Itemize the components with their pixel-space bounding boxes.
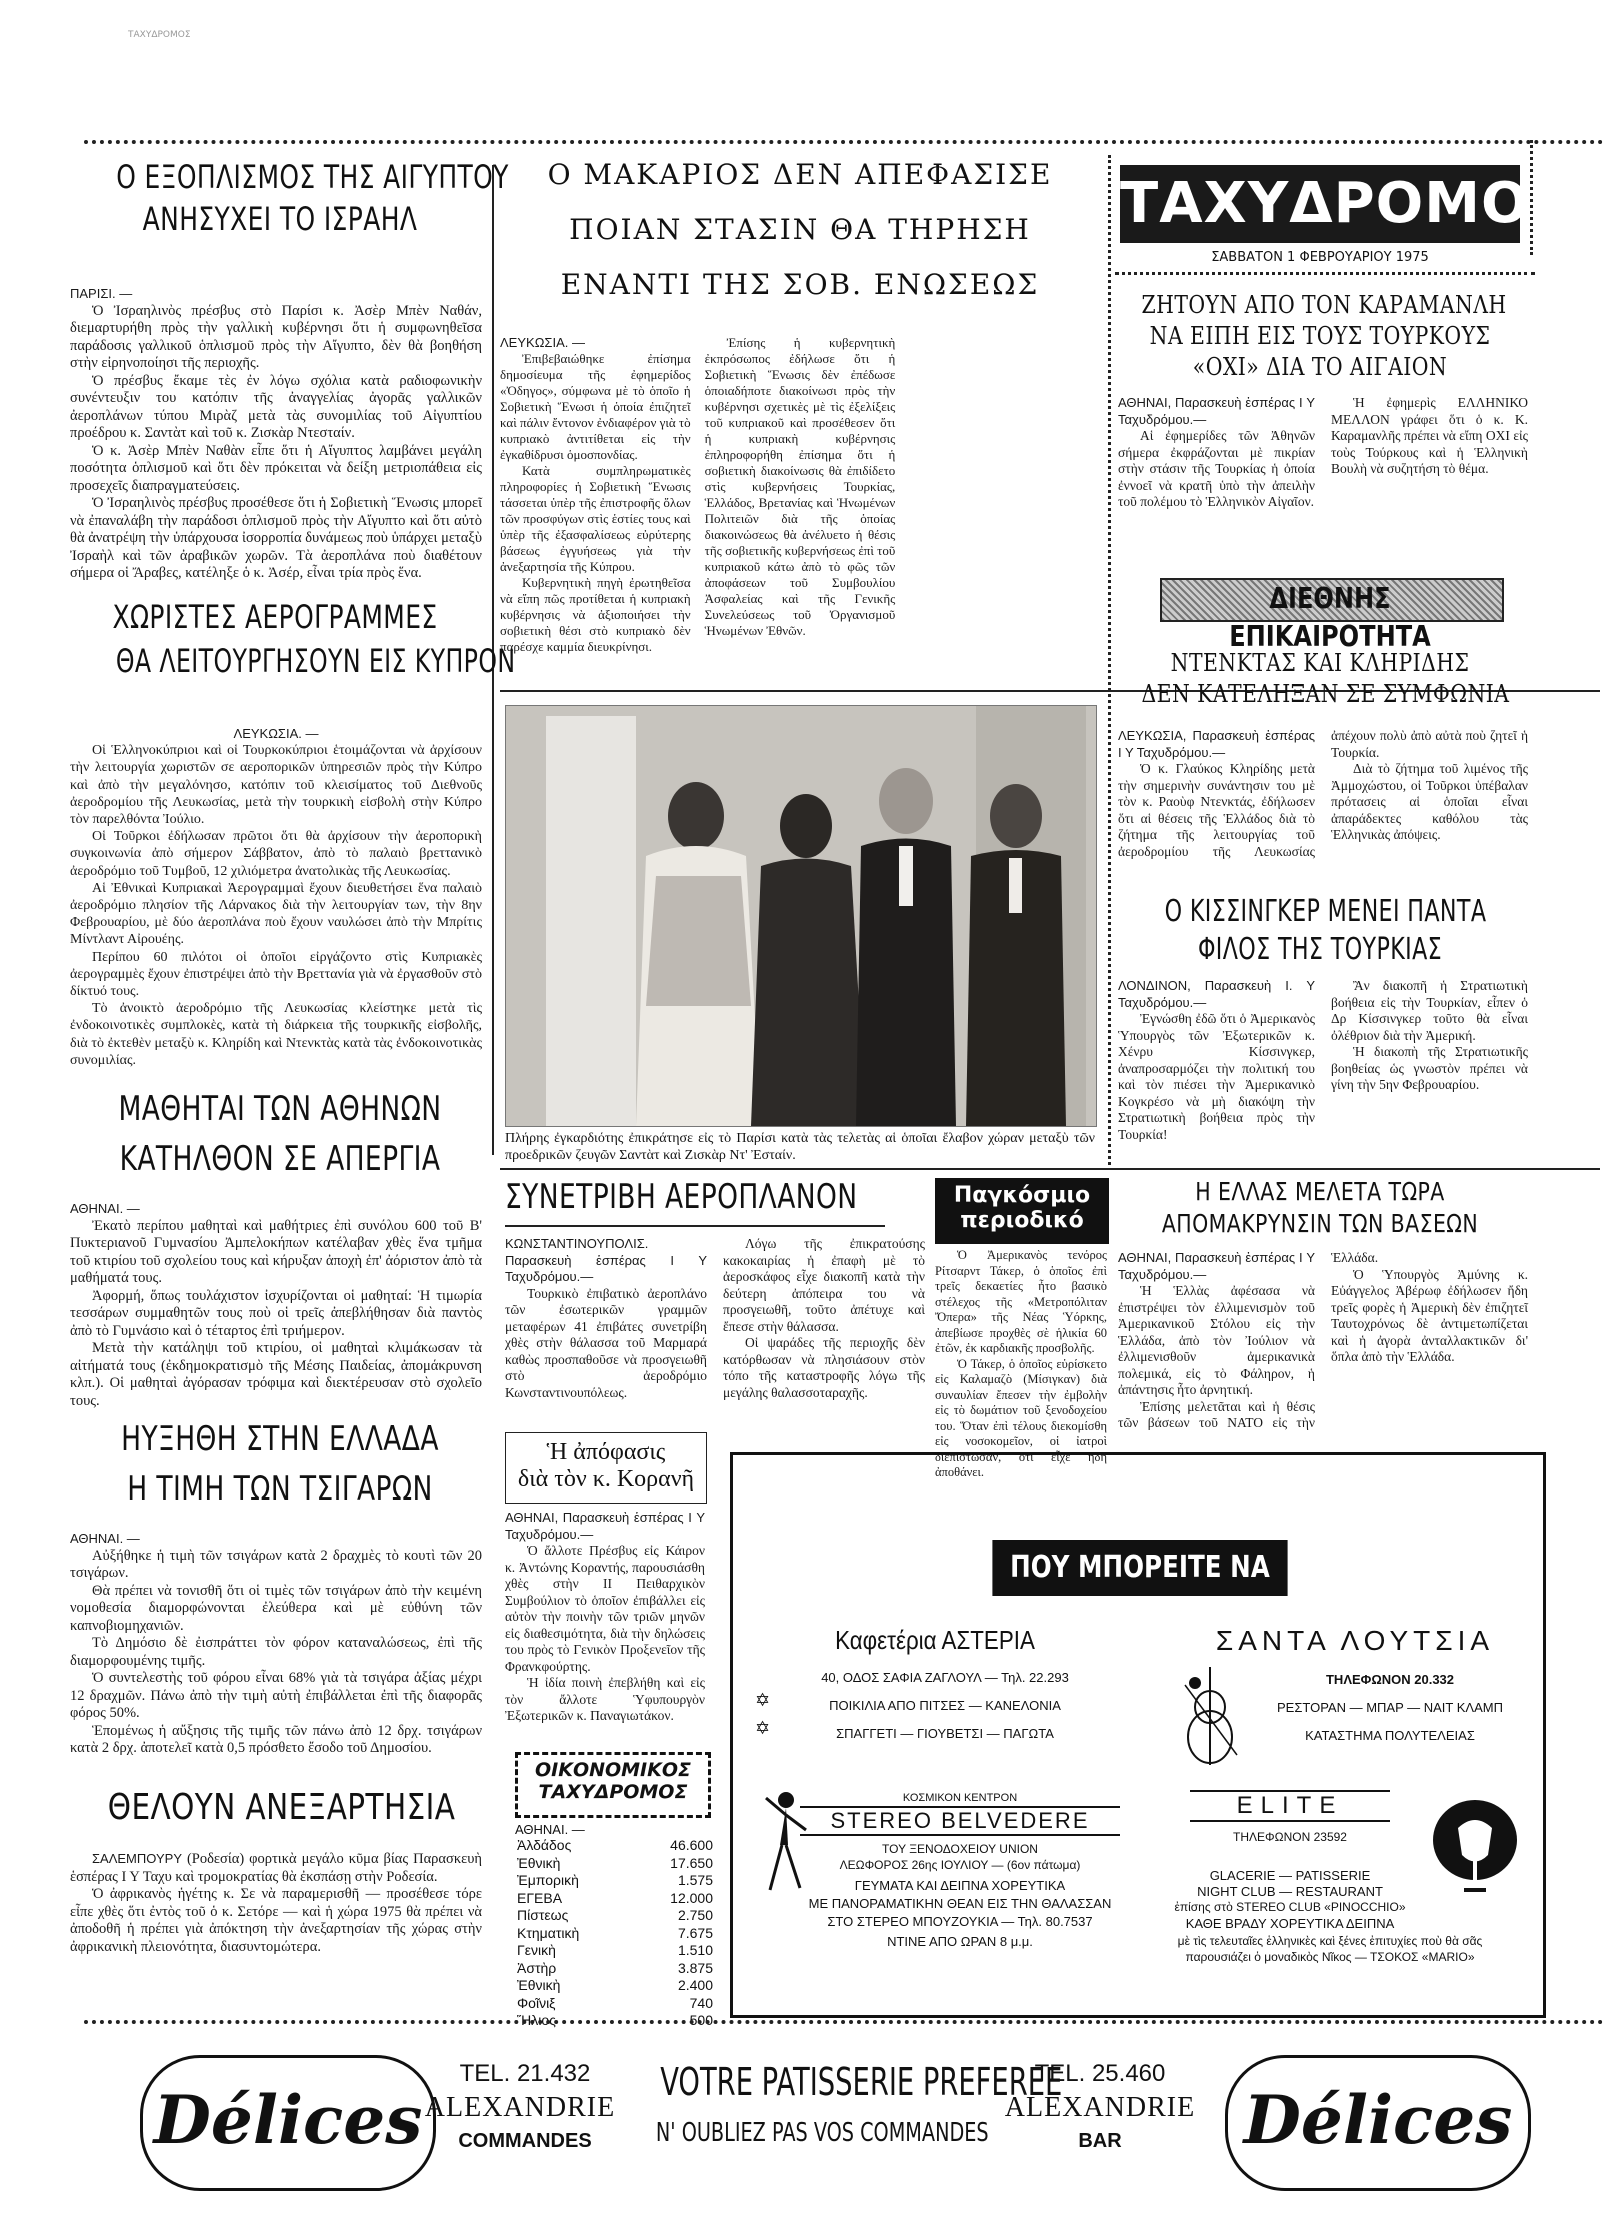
- paragraph: Ἐκατὸ περίπου μαθηταὶ καὶ μαθήτριες ἐπὶ συνόλου 600 τοῦ Β' Πυκτεριανοῦ Γυμνασίου Ἀμπελοκήπων κατέλαβαν χθὲς ἕνα τμῆμα τοῦ κτιρίου τοῦ σχολείου τους καὶ κήρυξαν ἀποχὴ ἐπ' ἀόριστον ἀπὸ τὰ μαθήματά τους.: [70, 1217, 482, 1286]
- dateline: ΛΕΥΚΩΣΙΑ. —: [233, 726, 319, 741]
- delices-slogan-2: N' OUBLIEZ PAS VOS COMMANDES: [655, 2118, 989, 2148]
- dateline: ΑΘΗΝΑΙ, Παρασκευὴ ἑσπέρας Ι Υ Ταχυδρόμου.—: [505, 1510, 705, 1542]
- price-row: [515, 1942, 715, 1960]
- headline-line-1: ΜΑΘΗΤΑΙ ΤΩΝ ΑΘΗΝΩΝ: [118, 1089, 442, 1129]
- elite-line: παρουσιάζει ὁ μοναδικὸς Νῖκος — ΤΣΟΚΟΣ «MARIO»: [1185, 1950, 1475, 1964]
- headline-line-1: Ἡ ἀπόφασις: [546, 1439, 666, 1465]
- masthead-title: ΤΑΧΥΔΡΟΜΟΣ: [1120, 165, 1520, 243]
- belvedere-line: ΣΤΟ ΣΤΕΡΕΟ ΜΠΟΥΖΟΥΚΙΑ — Τηλ. 80.7537: [827, 1914, 1093, 1929]
- article-headline: [1110, 292, 1530, 381]
- section-rule: [1115, 272, 1535, 275]
- paragraph: Οἱ Ἑλληνοκύπριοι καὶ οἱ Τουρκοκύπριοι ἑτοιμάζονται νὰ ἀρχίσουν τὴν λειτουργία χωριστῶν σε αεροπορικῶν ὑπηρεσιῶν πρὸς τὴν Κύπρο καὶ ἀπὸ τὴν μεγαλόνησο, κατόπιν τοῦ κλεισίματος τοῦ Διεθνοῦς ἀεροδρομίου τῆς Λευκωσίας, μετὰ τὴν τουρκικὴ εἰσβολὴ στὴν Κύπρο τὸν παρελθόντα Ἰούλιο.: [70, 743, 482, 828]
- asteria-line: ΠΟΙΚΙΛΙΑ ΑΠΟ ΠΙΤΣΕΣ — ΚΑΝΕΛΟΝΙΑ: [829, 1698, 1061, 1713]
- article-body: [70, 1530, 482, 1758]
- headline-line-3: ΕΝΑΝΤΙ ΤΗΣ ΣΟΒ. ΕΝΩΣΕΩΣ: [560, 267, 1040, 301]
- price-value: 3.875: [677, 1959, 713, 1976]
- price-row: [515, 1995, 715, 2013]
- elite-line: ΚΑΘΕ ΒΡΑΔΥ ΧΟΡΕΥΤΙΚΑ ΔΕΙΠΝΑ: [1185, 1916, 1395, 1931]
- korantis-headline-box: [505, 1432, 707, 1504]
- article-headline: [1110, 895, 1530, 966]
- belvedere-line: ΝΤΙΝΕ ΑΠΟ ΩΡΑΝ 8 μ.μ.: [887, 1934, 1033, 1949]
- article-body: [1118, 728, 1528, 868]
- paragraph: Μετὰ τὴν κατάληψι τοῦ κτιρίου, οἱ μαθηταὶ κλιμάκωσαν τὰ αἰτήματά τους (ἐκδημοκρατισμὸ τῆς Μέσης Παιδείας, ἀπομάκρυνση κλπ.). Οἱ μαθηταὶ ἀγόρασαν τρόφιμα καὶ διεκτέρευσαν στὸ σχολεῖο τους.: [70, 1340, 482, 1409]
- headline-line-1: Ο ΚΙΣΣΙΝΓΚΕΡ ΜΕΝΕΙ ΠΑΝΤΑ: [1164, 894, 1487, 929]
- article-body: [70, 1200, 482, 1410]
- price-name: Κτηματικὴ: [517, 1924, 580, 1941]
- price-name: Γενικὴ: [517, 1942, 556, 1958]
- paragraph: Διὰ τὸ ζήτημα τοῦ λιμένος τῆς Ἀμμοχώστου, οἱ Τοῦρκοι ὑπέβαλαν πρότασεις αἱ ὁποῖαι εἶναι ἀπαράδεκτες καθόλου τὰς Ἑλληνικὰς ἀπόψεις.: [1331, 761, 1528, 842]
- headline-line-1: ΝΤΕΝΚΤΑΣ ΚΑΙ ΚΛΗΡΙΔΗΣ: [1170, 649, 1470, 677]
- santa-line: ΚΑΤΑΣΤΗΜΑ ΠΟΛΥΤΕΛΕΙΑΣ: [1305, 1728, 1475, 1743]
- news-photo: [505, 705, 1097, 1127]
- headline-underline: [505, 1225, 885, 1227]
- paragraph: Ὁ πρέσβυς ἔκαμε τὲς ἐν λόγω σχόλια κατὰ ραδιοφωνικὴν συνέντευξιν του κατόπιν τῆς ἀναγγελίας ἀγορᾶς γαλλικῶν ἀεροπλάνων τύπου Μιρὰζ μετὰ τὰς συνομιλίας τοῦ Αἰγυπτίου προέδρου κ. Σαντὰτ καὶ τοῦ κ. Ζισκὰρ Ντεσταίν.: [70, 372, 482, 441]
- photo-illustration: [506, 706, 1096, 1126]
- asteria-line: ΣΠΑΓΓΕΤΙ — ΓΙΟΥΒΕΤΣΙ — ΠΑΓΩΤΑ: [836, 1726, 1054, 1741]
- dateline: ΠΑΡΙΣΙ. —: [70, 286, 133, 301]
- delices-tel: TEL. 21.432: [459, 2060, 591, 2087]
- santa-name: ΣΑΝΤΑ ΛΟΥΤΣΙΑ: [1215, 1625, 1495, 1656]
- paragraph: Οἱ Τοῦρκοι ἐδήλωσαν πρῶτοι ὅτι θὰ ἀρχίσουν τὴν ἀεροπορικὴ συγκοινωνία ἀπὸ σήμερον Σάββατον, ἀπὸ τὸ παλαιὸ βρεττανικὸ ἀεροδρόμιο τοῦ Τυμβοῦ, 12 χιλιόμετρα ἀνατολικὰς τῆς Λευκωσίας.: [70, 829, 482, 879]
- photo-caption: Πλήρης ἐγκαρδιότης ἐπικράτησε εἰς τὸ Παρίσι κατὰ τὰς τελετὰς αἱ ὁποῖαι ἔλαβον χώραν μεταξὺ τῶν προεδρικῶν ζευγῶν Σαντὰτ καὶ Ζισκὰρ Ντ' Ἐσταίν.: [505, 1131, 1095, 1163]
- dateline: ΑΘΗΝΑΙ, Παρασκευὴ ἑσπέρας Ι Υ Ταχυδρόμου.—: [1118, 1250, 1315, 1282]
- section-banner-title: ΔΙΕΘΝΗΣ ΕΠΙΚΑΙΡΟΤΗΤΑ: [1229, 582, 1431, 653]
- price-name: Ἀστὴρ: [517, 1959, 557, 1976]
- headline-line-1: ΖΗΤΟΥΝ ΑΠΟ ΤΟΝ ΚΑΡΑΜΑΝΛΗ: [1141, 291, 1507, 319]
- santa-phone: ΤΗΛΕΦΩΝΟΝ 20.332: [1325, 1672, 1455, 1687]
- where-to-go-title: ΠΟΥ ΜΠΟΡΕΙΤΕ ΝΑ ΠΑΤΕ: [992, 1540, 1287, 1596]
- price-name: Ἐθνικὴ: [517, 1854, 561, 1871]
- price-name: Ἥλιος: [517, 2012, 556, 2028]
- headline-line-2: ΑΝΗΣΥΧΕΙ ΤΟ ΙΣΡΑΗΛ: [142, 199, 418, 238]
- delices-city: ALEXANDRIE: [1004, 2092, 1196, 2123]
- price-value: 740: [689, 1994, 713, 2011]
- paragraph: Ἡ διακοπὴ τῆς Στρατιωτικῆς βοηθείας ὡς γνωστὸν πρέπει νὰ γίνη τὴν 5ην Φεβρουαρίου.: [1331, 1044, 1528, 1092]
- price-row: [515, 1855, 715, 1873]
- paragraph: Οἱ ψαράδες τῆς περιοχῆς δὲν κατόρθωσαν νὰ πλησιάσουν στὸν τόπο τῆς καταστροφῆς λόγω τῆς μεγάλης θαλασσοταραχῆς.: [723, 1335, 925, 1400]
- pagkosmio-title-1: Παγκόσμιο: [953, 1183, 1091, 1208]
- headline-line-2: ΦΙΛΟΣ ΤΗΣ ΤΟΥΡΚΙΑΣ: [1197, 931, 1443, 967]
- article-body: [70, 285, 482, 583]
- delices-logo-right: Délices: [1225, 2055, 1531, 2191]
- article-body: [505, 1510, 705, 1725]
- paragraph: Ἐπίσης ἡ κυβερνητικὴ ἐκπρόσωπος ἐδήλωσε ὅτι ἡ Σοβιετικὴ Ἕνωσις δὲν ἐπέδωσε ὁποιαδήποτε διακοίνωσι πρὸς τὴν κυβέρνησι σχετικὲς μὲ τὶς ἐξελίξεις τοῦ κυπριακοῦ καὶ προσέθεσεν ὅτι ἡ κυπριακὴ κυβέρνησις ἐπληροφορήθη ἐπίσημα ὅτι ἡ σοβιετικὴ διακοίνωσις θὰ ἐπιδίδετο στὶς κυβερνήσεις Τουρκίας, Ἑλλάδος, Βρετανίας καὶ Ἡνωμένων Πολιτειῶν διὰ τῆς ὁποίας διακοινώσεως θὰ ἀνέλυετο ἡ θέσις τῆς σοβιετικῆς κυβερνήσεως ἐπὶ τοῦ κυπριακοῦ κάτω ἀπὸ τὸ φῶς τῶν ἀποφάσεων τοῦ Συμβουλίου Ἀσφαλείας καὶ τῆς Γενικῆς Συνελεύσεως τοῦ Ὀργανισμοῦ Ἡνωμένων Ἐθνῶν.: [704, 335, 896, 638]
- star-icon: ✡: [755, 1690, 771, 1711]
- dateline: ΛΕΥΚΩΣΙΑ, Παρασκευὴ ἑσπέρας Ι Υ Ταχυδρόμου.—: [1118, 728, 1315, 760]
- wine-glass-icon: [1430, 1800, 1520, 1914]
- dateline: ΚΩΝΣΤΑΝΤΙΝΟΥΠΟΛΙΣ. Παρασκευὴ ἑσπέρας Ι Υ Ταχυδρόμου.—: [505, 1236, 707, 1284]
- paragraph: Ἐγνώσθη ἐδῶ ὅτι ὁ Ἀμερικανὸς Ὑπουργὸς τῶν Ἐξωτερικῶν κ. Χένρυ Κίσσινγκερ, ἀναπροσαρμόζει τὴν πολιτική του καὶ τὸν πιέσει τὴν Ἀμερικανικὸ Κογκρέσο νὰ μὴ διακόψη τὴν Στρατιωτικὴ βοήθεια πρὸς τὴν Τουρκία!: [1118, 1011, 1315, 1142]
- paragraph: Ἐπίσης μελετᾶται καὶ ἡ θέσις τῶν βάσεων τοῦ ΝΑΤΟ εἰς τὴν Ἑλλάδα.: [1118, 1250, 1379, 1430]
- headline-line-2: διὰ τὸν κ. Κορανῆ: [517, 1466, 695, 1492]
- article-headline: ΘΕΛΟΥΝ ΑΝΕΞΑΡΤΗΣΙΑ: [107, 1787, 456, 1828]
- elite-name: ELITE: [1190, 1790, 1390, 1822]
- paragraph: Κυβερνητικὴ πηγὴ ἐρωτηθεῖσα νὰ εἴπη πῶς προτίθεται ἡ κυπριακὴ κυβέρνησις νὰ ἀξιοποιήσει τὴν σοβιετικὴ θέσι στὸ κυπριακὸ δὲν παρέσχε καμμία διευκρίνησι.: [500, 575, 691, 654]
- paragraph: Ὁ Ἰσραηλινὸς πρέσβυς προσέθεσε ὅτι ἡ Σοβιετικὴ Ἕνωσις μπορεῖ νὰ ἐπαναλάβη τὴν παράδοσι ὁπλισμοῦ πρὸς τὴν Αἴγυπτο καὶ ὅτι αὐτὸ θὰ ἀνατρέψη τὴν ὑπάρχουσα ἰσορροπία δυνάμεως ποὺ ὑπάρχει μεταξὺ Ἰσραὴλ καὶ τῶν ἀραβικῶν χωρῶν. Τὰ ἀεροπλάνα ποὺ διαθέτουν σήμερα οἱ Ἄραβες, κατέληξε ὁ κ. Ἀσέρ, εἶναι τρία πρὸς ἕνα.: [70, 495, 482, 581]
- paragraph-text: (Ροδεσία) φορτικὰ μεγάλο κῦμα βίας Παρασκευὴ ἑσπέρας Ι Υ Ταχυ καὶ τρομοκρατίας θὰ ἐκσπάσῃ στὴν Ροδεσία.: [70, 1851, 482, 1885]
- article-headline: [1110, 650, 1530, 708]
- elite-line: NIGHT CLUB — RESTAURANT: [1197, 1884, 1383, 1899]
- article-body: [70, 725, 482, 1069]
- headline-line-2: ΘΑ ΛΕΙΤΟΥΡΓΗΣΟΥΝ ΕΙΣ ΚΥΠΡΟΝ: [115, 641, 516, 680]
- paragraph: Αἱ Ἐθνικαὶ Κυπριακαὶ Ἀερογραμμαὶ ἔχουν διευθετήσει ἕνα παλαιὸ ἀεροδρόμιο πλησίον τῆς Λάρνακος διὰ τὴν λειτουργίαν των, τὴν 8ην Φεβρουαρίου, μὲ δύο ἀεροπλάνα ποὺ ἔχουν ναυλώσει ἀπὸ τὴν Μπρίτις Μίντλαντ Αἰρουέης.: [70, 880, 482, 948]
- headline-line-2: ΝΑ ΕΙΠΗ ΕΙΣ ΤΟΥΣ ΤΟΥΡΚΟΥΣ: [1149, 321, 1491, 350]
- paragraph: Αὐξήθηκε ἡ τιμὴ τῶν τσιγάρων κατὰ 2 δραχμὲς τὸ κουτὶ τῶν 20 τσιγάρων.: [70, 1547, 482, 1581]
- price-row: [515, 1960, 715, 1978]
- price-name: ΕΓΕΒΑ: [517, 1889, 563, 1906]
- star-icon: ✡: [755, 1718, 771, 1739]
- header-scribble: ΤΑΧΥΔΡΟΜΟΣ: [128, 30, 191, 40]
- dateline: ΑΘΗΝΑΙ. —: [515, 1822, 585, 1837]
- price-value: 17.650: [670, 1854, 713, 1871]
- pagkosmio-box: [935, 1178, 1109, 1244]
- price-value: 7.675: [677, 1924, 713, 1941]
- paragraph: Ὁ Ἀμερικανὸς τενόρος Ρίτσαρντ Τάκερ, ὁ ὁποῖος ἐπὶ τρεῖς δεκαετίες ἦτο βασικὸ στέλεχος τῆς «Μετροπόλιταν Ὄπερα» τῆς Νέας Ὑόρκης, ἀπεβίωσε προχθὲς σὲ ἡλικία 60 ἐτῶν, ἐκ καρδιακῆς προσβολῆς.: [935, 1248, 1107, 1355]
- paragraph: Ἡ Ἑλλὰς ἀφέσασα νὰ ἐπιστρέψει τὸν ἐλλιμενισμὸν τοῦ Ἀμερικανικοῦ Στόλου εἰς τὴν Ἑλλάδα, ἀπὸ τὸν Ἰούλιον νὰ ἐλλιμενισθοῦν ἀμερικανικὰ πολεμικά, εἰς τὸ Φάληρον, ἡ ἀπάντησις ἦτο ἀρνητική.: [1118, 1283, 1315, 1397]
- price-name: Ἀλδάδος: [517, 1837, 572, 1853]
- paragraph: Ἡ ἰδία ποινὴ ἐπεβλήθη καὶ εἰς τὸν ἄλλοτε Ὑφυπουργὸν Ἐξωτερικῶν κ. Παναγιωτάκον.: [505, 1675, 705, 1723]
- cello-svg: [1175, 1665, 1245, 1770]
- masthead-date: ΣΑΒΒΑΤΟΝ 1 ΦΕΒΡΟΥΑΡΙΟΥ 1975: [1211, 250, 1429, 265]
- headline-line-2: ΑΠΟΜΑΚΡΥΝΣΙΝ ΤΩΝ ΒΑΣΕΩΝ: [1161, 1209, 1479, 1238]
- delices-slogan-1: VOTRE PATISSERIE PREFEREE: [660, 2060, 1063, 2104]
- price-value: 46.600: [670, 1837, 713, 1853]
- paragraph: [70, 1850, 482, 1886]
- headline-line-1: Ο ΜΑΚΑΡΙΟΣ ΔΕΝ ΑΠΕΦΑΣΙΣΕ: [547, 158, 1053, 191]
- paragraph: Ὁ ἀφρικανὸς ἡγέτης κ. Σε νὰ παραμερισθῆ — προσέθεσε τόρε εἶπε χθὲς ὅτι ἐντὸς τοῦ ὁ κ. Σετόρε — καὶ ἡ χώρα 1975 θὰ πρέπει νὰ ἀποδοθῆ ἡ πρέπει γιὰ ἀπόκτηση τὴν ἀνεξαρτησίαν τῆς χώρας στὴν ἀφρικανικὴ πλειονότητα, διασυντομώτερα.: [70, 1886, 482, 1955]
- oikonomikos-title-1: ΟΙΚΟΝΟΜΙΚΟΣ: [535, 1759, 691, 1781]
- article-body: [505, 1236, 925, 1426]
- headline-line-3: «ΟΧΙ» ΔΙΑ ΤΟ ΑΙΓΑΙΟΝ: [1192, 352, 1448, 381]
- article-headline: [60, 598, 516, 680]
- banner-rule: [84, 2020, 1604, 2024]
- paragraph: Ἡ ἐφημερὶς ΕΛΛΗΝΙΚΟ ΜΕΛΛΟΝ γράφει ὅτι ὁ κ. Κ. Καραμανλῆς πρέπει νὰ εἴπη ΟΧΙ εἰς τοὺς Τούρκους καὶ ἡ Ἑλληνικὴ Βουλὴ νὰ συζητήση τὸ θέμα.: [1331, 395, 1528, 476]
- paragraph: Περίπου 60 πιλότοι οἱ ὁποῖοι εἰργάζοντο στὶς Κυπριακὲς ἀερογραμμὲς ἔχουν ἐπιστρέψει ἀπὸ τὴν Βρεττανία γιὰ νὰ ἐργασθοῦν στὸ δίκτυό τους.: [70, 949, 482, 1000]
- belvedere-line: ΜΕ ΠΑΝΟΡΑΜΑΤΙΚΗΝ ΘΕΑΝ ΕΙΣ ΤΗΝ ΘΑΛΑΣΣΑΝ: [808, 1896, 1112, 1911]
- dateline: ΑΘΗΝΑΙ, Παρασκευὴ ἑσπέρας Ι Υ Ταχυδρόμου.—: [1118, 395, 1315, 427]
- wine-glass-svg: [1430, 1800, 1520, 1910]
- belvedere-line: ΓΕΥΜΑΤΑ ΚΑΙ ΔΕΙΠΝΑ ΧΟΡΕΥΤΙΚΑ: [854, 1878, 1066, 1893]
- article-body: [500, 335, 1100, 680]
- price-value: 1.510: [677, 1942, 713, 1958]
- price-table: [515, 1837, 715, 2030]
- headline-line-2: ΔΕΝ ΚΑΤΕΛΗΞΑΝ ΣΕ ΣΥΜΦΩΝΙΑ: [1141, 679, 1510, 708]
- article-body: [935, 1248, 1107, 1479]
- lead-headline: [500, 160, 1100, 300]
- elite-line: GLACERIE — PATISSERIE: [1209, 1868, 1371, 1883]
- paragraph: Ὁ κ. Γλαύκος Κληρίδης μετὰ τὴν σημερινὴν συνάντησιν του μὲ τὸν κ. Ραοὺφ Ντενκτάς, ἐδήλωσεν ὅτι αἱ θέσεις τῆς Ἑλλάδος διὰ τὸ ζήτημα τῆς λειτουργίας τοῦ ἀεροδρομίου τῆς Λευκωσίας ἀπέχουν πολὺ ἀπὸ αὐτὰ ποὺ ζητεῖ ἡ Τουρκία.: [1118, 728, 1528, 859]
- paragraph: Ὁ ἄλλοτε Πρέσβυς εἰς Κάιρον κ. Ἀντώνης Κοραντής, παρουσιάσθη χθὲς στὴν ΙΙ Πειθαρχικὸν Συμβούλιον τὸ ὁποῖον ἐπιβάλλει εἰς αὐτὸν τὴν ποινὴν τῶν τριῶν μηνῶν εἰς διαθεσιμότητα, διὰ τὴν δηλώσεις του πρὸς τὸ Γενικὸν Προξενεῖον τῆς Φρανκφούρτης.: [505, 1543, 705, 1674]
- paragraph: Ἐπιβεβαιώθηκε ἐπίσημα δημοσίευμα τῆς ἐφημερίδος «Ὀδηγος», σύμφωνα μὲ τὸ ὁποῖο ἡ Σοβιετικὴ Ἕνωσι ἡ ὁποία ἐπιζητεῖ καὶ πάλιν ἔντονον ἐνδιαφέρον γιὰ τὸ κυπριακὸ ἀντιτίθεται εἰς τὴν ἐγκαθίδρυσι ὁμοσπονδίας.: [500, 351, 691, 462]
- elite-line: μὲ τὶς τελευταῖες ἑλληνικὲς καὶ ξένες ἐπιτυχίες ποὺ θὰ σᾶς: [1177, 1934, 1483, 1948]
- article-headline: ΣΥΝΕΤΡΙΒΗ ΑΕΡΟΠΛΑΝΟΝ: [505, 1177, 858, 1217]
- delices-sub: BAR: [1078, 2130, 1122, 2152]
- price-name: Φοῖνιξ: [517, 1994, 556, 2011]
- price-name: Ἐθνικὴ: [517, 1977, 561, 1993]
- paragraph: Κατὰ συμπληρωματικὲς πληροφορίες ἡ Σοβιετικὴ Ἕνωσις τάσσεται ὑπὲρ τῆς ἐπιστροφῆς ὅλων τῶν προσφύγων στὶς ἑστίες τους καὶ ὑπὲρ τῆς ἐξασφαλίσεως εὐρύτερης βάσεως ἐγγυήσεως γιὰ τὴν ἀνεξαρτησία τῆς Κύπρου.: [500, 463, 691, 574]
- price-name: Ἐμπορικὴ: [517, 1872, 579, 1888]
- elite-phone: ΤΗΛΕΦΩΝΟΝ 23592: [1233, 1830, 1347, 1844]
- dateline: ΛΕΥΚΩΣΙΑ. —: [500, 335, 585, 350]
- santa-line: ΡΕΣΤΟΡΑΝ — ΜΠΑΡ — ΝΑΙΤ ΚΛΑΜΠ: [1277, 1700, 1503, 1715]
- delices-logo-left: Délices: [140, 2055, 436, 2191]
- paragraph: Τὸ Δημόσιο δὲ ἐισπράττει τὸν φόρον καταναλώσεως, ἐπὶ τῆς διαμορφουμένης τιμῆς.: [70, 1635, 482, 1669]
- paragraph: Ἂν διακοπῆ ἡ Στρατιωτικὴ βοήθεια εἰς τὴν Τουρκίαν, εἶπεν ὁ Δρ Κίσσινγκερ τοῦτο θὰ εἶναι ὀλέθριον διὰ τὴν Ἀμερική.: [1331, 978, 1528, 1043]
- paragraph: Ἀφορμή, ὅπως τουλάχιστον ἰσχυρίζονται οἱ μαθηταί: Ἡ τιμωρία τεσσάρων συμμαθητῶν τους ποὺ οἱ τρεῖς ἀπεβλήθησαν διὰ παντὸς ἀπὸ τὸ Γυμνάσιο καὶ ὁ τέταρτος ἐπὶ τριήμερον.: [70, 1287, 482, 1339]
- price-row: [515, 1837, 715, 1855]
- belvedere-line: ΤΟΥ ΞΕΝΟΔΟΧΕΙΟΥ UNION: [882, 1842, 1038, 1856]
- price-value: 500: [689, 2012, 713, 2028]
- price-row: [515, 1890, 715, 1908]
- price-row: [515, 1925, 715, 1943]
- paragraph: Ὁ κ. Ἀσὲρ Μπὲν Ναθὰν εἶπε ὅτι ἡ Αἴγυπτος λαμβάνει μεγάλη ποσότητα ὁπλισμοῦ καὶ ὅτι δὲν πρόκειται νὰ δείξη μετριοπάθεια εἰς προσεχεῖς διαπραγματεύσεις.: [70, 442, 482, 494]
- elite-line: ἐπίσης στὸ STEREO CLUB «PINOCCHIO»: [1174, 1900, 1406, 1914]
- article-body: [1118, 1250, 1528, 1440]
- top-rule: [84, 140, 1604, 144]
- pagkosmio-title-2: περιοδικό: [960, 1208, 1084, 1233]
- price-value: 2.750: [677, 1907, 713, 1923]
- paragraph: Ὁ Ὑπουργὸς Ἀμύνης κ. Εὐάγγελος Ἀβέρωφ ἐδήλωσεν ἤδη τρεῖς φορὲς ἡ Ἀμερικὴ δὲν ἐπιζητεῖ Ταυτοχρόνως δὲ ἀντιμετωπίζεται καὶ ἡ ἀγορὰ ἀνταλλακτικῶν δι' ὅπλα ἀπὸ τὴν Ἑλλάδα.: [1331, 1266, 1528, 1364]
- price-row: [515, 1872, 715, 1890]
- headline-line-2: ΚΑΤΗΛΘΟΝ ΣΕ ΑΠΕΡΓΙΑ: [119, 1139, 441, 1180]
- delices-city: ALEXANDRIE: [424, 2092, 616, 2123]
- paragraph: Αἱ ἐφημερίδες τῶν Ἀθηνῶν σήμερα ἐκφράζονται μὲ πικρίαν στὴν στάσιν τῆς Τουρκίας ἡ ὁποία ἐννοεῖ νὰ κρατῆ ὑπὸ τὴν ἀπειλὴν τοῦ πολέμου τὸ Ἑλληνικὸν Αἰγαῖον.: [1118, 428, 1315, 509]
- oikonomikos-title-2: ΤΑΧΥΔΡΟΜΟΣ: [538, 1781, 688, 1803]
- article-headline: [1110, 1178, 1530, 1238]
- price-value: 2.400: [677, 1977, 713, 1993]
- price-value: 12.000: [670, 1889, 713, 1906]
- asteria-name: Καφετέρια ΑΣΤΕΡΙΑ: [835, 1625, 1035, 1655]
- article-headline: [70, 1090, 490, 1178]
- headline-line-2: Η ΤΙΜΗ ΤΩΝ ΤΣΙΓΑΡΩΝ: [127, 1469, 433, 1510]
- asteria-line: 40, ΟΔΟΣ ΣΑΦΙΑ ΖΑΓΛΟΥΛ — Τηλ. 22.293: [821, 1670, 1069, 1685]
- price-row: [515, 1907, 715, 1925]
- article-body: [70, 1850, 482, 1956]
- paragraph: Τουρκικὸ ἐπιβατικὸ ἀεροπλάνο τῶν ἐσωτερικῶν γραμμῶν μεταφέρων 41 ἐπιβάτες συνετρίβη χθὲς στὴν θάλασσα τοῦ Μαρμαρά καθὼς προσπαθοῦσε νὰ προσγειωθῆ στὸ ἀεροδρόμιο Κωνσταντινουπόλεως.: [505, 1285, 707, 1400]
- paragraph: Θὰ πρέπει νὰ τονισθῆ ὅτι οἱ τιμὲς τῶν τσιγάρων ἀπὸ τὴν κειμένη νομοθεσία διαμορφώνονται ἐλεύθερα καὶ μὲ εὐθύνη τῶν καπνοβιομηχανιῶν.: [70, 1582, 482, 1634]
- dateline: ΣΑΛΕΜΠΟΥΡΥ: [92, 1851, 182, 1866]
- headline-line-2: ΠΟΙΑΝ ΣΤΑΣΙΝ ΘΑ ΤΗΡΗΣΗ: [569, 212, 1031, 246]
- paragraph: Λόγω τῆς ἐπικρατούσης κακοκαιρίας ἡ ἐπαφὴ μὲ τὸ ἀεροσκάφος εἶχε διακοπῆ κατὰ τὴν δεύτερη ἀπόπειρα του νὰ προσγειωθῆ, τοῦτο ἀπέτυχε καὶ ἔπεσε στὴν θάλασσα.: [723, 1236, 925, 1334]
- headline-line-1: Ο ΕΞΟΠΛΙΣΜΟΣ ΤΗΣ ΑΙΓΥΠΤΟΥ: [116, 158, 509, 196]
- article-body: [1118, 395, 1528, 535]
- cello-icon: [1175, 1665, 1245, 1774]
- dateline: ΛΟΝΔΙΝΟΝ, Παρασκευὴ Ι. Υ Ταχυδρόμου.—: [1118, 978, 1315, 1010]
- headline-line-1: ΧΩΡΙΣΤΕΣ ΑΕΡΟΓΡΑΜΜΕΣ: [112, 598, 438, 636]
- paragraph: Τὸ ἀνοικτὸ ἀεροδρόμιο τῆς Λευκωσίας κλείστηκε μετὰ τὶς ἐνδοκοινοτικὲς συμπλοκὲς, κατὰ τὴ διάρκεια τῆς τουρκικῆς εἰσβολῆς, διὰ τὸ ἐκτεθὲν μεταξὺ κ. Κληρίδη καὶ Ντενκτὰς κατὰ τὰς ἐνδοκοινοτικὰς συνομιλίας.: [70, 1001, 482, 1068]
- belvedere-line: ΛΕΩΦΟΡΟΣ 26ης ΙΟΥΛΙΟΥ — (6ον πάτωμα): [839, 1858, 1081, 1872]
- paragraph: Ὁ Τάκερ, ὁ ὁποῖος εὑρίσκετο εἰς Καλαμαζὸ (Μίσιγκαν) διὰ συναυλίαν ἔπεσεν τὴν ἐμβολὴν εἰς τὸ δωμάτιον τοῦ ξενοδοχείου του. Ὅταν ἐπὶ τέλους διεκομίσθη εἰς νοσοκομεῖον, οἱ ἰατροὶ διεπίστωσαν, ὅτι εἶχε ἤδη ἀποθάνει.: [935, 1356, 1107, 1479]
- dateline: ΑΘΗΝΑΙ. —: [70, 1531, 140, 1546]
- price-row: [515, 1977, 715, 1995]
- headline-line-1: Η ΕΛΛΑΣ ΜΕΛΕΤΑ ΤΩΡΑ: [1195, 1177, 1445, 1206]
- price-value: 1.575: [677, 1872, 713, 1888]
- headline-line-1: ΗΥΞΗΘΗ ΣΤΗΝ ΕΛΛΑΔΑ: [121, 1419, 439, 1459]
- article-body: [1118, 978, 1528, 1143]
- belvedere-kicker: ΚΟΣΜΙΚΟΝ ΚΕΝΤΡΟΝ: [902, 1792, 1018, 1804]
- delices-tel: TEL. 25.460: [1034, 2060, 1166, 2087]
- paragraph: Ἑπομένως ἡ αὔξησις τῆς τιμῆς τῶν πάνω ἀπὸ 12 δρχ. τσιγάρων κατὰ 2 δρχ. ἀποτελεῖ κατὰ 0,5 πρόσθετο ἔσοδο τοῦ Δημοσίου.: [70, 1722, 482, 1756]
- paragraph: Ὁ συντελεστὴς τοῦ φόρου εἶναι 68% γιὰ τὰ τσιγάρα ἀξίας μέχρι 12 δραχμῶν. Πάνω ἀπὸ τὴν τιμὴ αὐτὴ ἐπιβάλλεται ἐπὶ τῆς διαφορᾶς φόρος 50%.: [70, 1670, 482, 1721]
- delices-sub: COMMANDES: [458, 2130, 592, 2152]
- stock-prices: [515, 1822, 715, 2030]
- article-headline: [70, 1420, 490, 1508]
- section-rule: [500, 1168, 1600, 1170]
- belvedere-name: STEREO BELVEDERE: [800, 1806, 1120, 1836]
- article-headline: [70, 158, 509, 238]
- oikonomikos-box: [515, 1752, 711, 1818]
- dateline: ΑΘΗΝΑΙ. —: [70, 1201, 140, 1216]
- paragraph: Ὁ Ἰσραηλινὸς πρέσβυς στὸ Παρίσι κ. Ἀσὲρ Μπὲν Ναθάν, διεμαρτυρήθη πρὸς τὴν γαλλικὴ κυβέρνησι ὅτι ἡ συμφωνηθεῖσα παράδοσις γαλλικοῦ ὁπλισμοῦ πρὸς τὴν Αἴγυπτο, δὲν θὰ βοηθήση στὴν εἰρηνοποίησι τῆς περιοχῆς.: [70, 302, 482, 371]
- price-name: Πίστεως: [517, 1907, 569, 1923]
